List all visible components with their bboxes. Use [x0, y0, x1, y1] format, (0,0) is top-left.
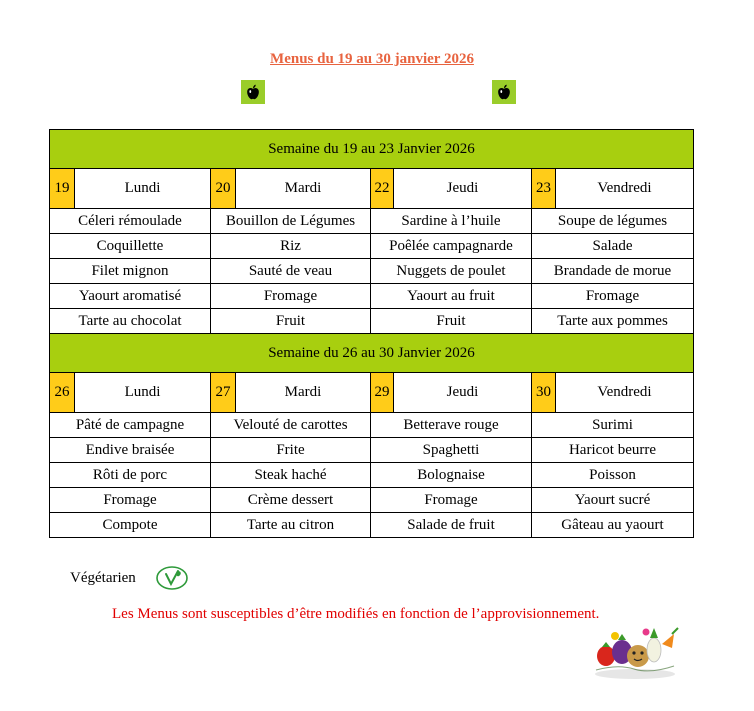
page-title: Menus du 19 au 30 janvier 2026	[270, 51, 474, 67]
week-header-row	[50, 334, 694, 373]
dish-cell: Fromage	[211, 284, 371, 309]
dish-cell: Tarte au citron	[211, 513, 371, 538]
day-number: 22	[371, 169, 394, 209]
dish-cell: Fromage	[371, 488, 532, 513]
day-name: Lundi	[75, 169, 211, 209]
week-header-row	[50, 130, 694, 169]
dish-cell: Poisson	[532, 463, 694, 488]
apple-icon	[492, 80, 516, 104]
day-number: 27	[211, 373, 236, 413]
dish-cell: Sardine à l’huile	[371, 209, 532, 234]
dish-cell: Endive braisée	[50, 438, 211, 463]
day-number: 20	[211, 169, 236, 209]
dish-row	[50, 463, 694, 488]
dish-cell: Steak haché	[211, 463, 371, 488]
dish-cell: Pâté de campagne	[50, 413, 211, 438]
day-name: Vendredi	[556, 169, 694, 209]
day-name: Jeudi	[394, 373, 532, 413]
dish-cell: Fruit	[211, 309, 371, 334]
vegetarian-leaf-icon	[155, 565, 189, 591]
supply-notice: Les Menus sont susceptibles d’être modifiés en fonction de l’approvisionnement.	[112, 606, 600, 622]
day-number: 29	[371, 373, 394, 413]
dish-cell: Coquillette	[50, 234, 211, 259]
dish-cell: Yaourt aromatisé	[50, 284, 211, 309]
dish-cell: Riz	[211, 234, 371, 259]
dish-cell: Brandade de morue	[532, 259, 694, 284]
dish-cell: Fromage	[532, 284, 694, 309]
dish-cell: Haricot beurre	[532, 438, 694, 463]
dish-cell: Crème dessert	[211, 488, 371, 513]
dish-cell: Céleri rémoulade	[50, 209, 211, 234]
dish-cell: Yaourt sucré	[532, 488, 694, 513]
day-number: 26	[50, 373, 75, 413]
dish-cell: Soupe de légumes	[532, 209, 694, 234]
day-name: Jeudi	[394, 169, 532, 209]
dish-row	[50, 413, 694, 438]
dish-row	[50, 234, 694, 259]
dish-cell: Surimi	[532, 413, 694, 438]
menu-table	[49, 129, 694, 538]
dish-row	[50, 513, 694, 538]
dish-cell: Fromage	[50, 488, 211, 513]
day-name: Mardi	[236, 373, 371, 413]
week-heading: Semaine du 26 au 30 Janvier 2026	[50, 334, 694, 373]
dish-cell: Bouillon de Légumes	[211, 209, 371, 234]
dish-cell: Spaghetti	[371, 438, 532, 463]
dish-cell: Rôti de porc	[50, 463, 211, 488]
dish-cell: Yaourt au fruit	[371, 284, 532, 309]
vegetables-illustration	[588, 614, 682, 680]
dish-cell: Salade	[532, 234, 694, 259]
dish-cell: Salade de fruit	[371, 513, 532, 538]
dish-row	[50, 284, 694, 309]
dish-cell: Gâteau au yaourt	[532, 513, 694, 538]
dish-cell: Sauté de veau	[211, 259, 371, 284]
dish-cell: Poêlée campagnarde	[371, 234, 532, 259]
menu-body	[50, 130, 694, 538]
day-number: 23	[532, 169, 556, 209]
day-name: Vendredi	[556, 373, 694, 413]
dish-cell: Nuggets de poulet	[371, 259, 532, 284]
dish-cell: Tarte au chocolat	[50, 309, 211, 334]
dish-row	[50, 438, 694, 463]
dish-cell: Fruit	[371, 309, 532, 334]
day-name: Mardi	[236, 169, 371, 209]
day-number: 19	[50, 169, 75, 209]
dish-cell: Filet mignon	[50, 259, 211, 284]
dish-cell: Bolognaise	[371, 463, 532, 488]
vegetarian-legend-label: Végétarien	[70, 570, 136, 586]
week-heading: Semaine du 19 au 23 Janvier 2026	[50, 130, 694, 169]
day-name: Lundi	[75, 373, 211, 413]
dish-cell: Frite	[211, 438, 371, 463]
apple-icon	[241, 80, 265, 104]
dish-cell: Velouté de carottes	[211, 413, 371, 438]
day-header-row	[50, 373, 694, 413]
day-number: 30	[532, 373, 556, 413]
dish-row	[50, 488, 694, 513]
dish-cell: Tarte aux pommes	[532, 309, 694, 334]
dish-row	[50, 309, 694, 334]
day-header-row	[50, 169, 694, 209]
dish-row	[50, 259, 694, 284]
dish-cell: Compote	[50, 513, 211, 538]
dish-row	[50, 209, 694, 234]
dish-cell: Betterave rouge	[371, 413, 532, 438]
